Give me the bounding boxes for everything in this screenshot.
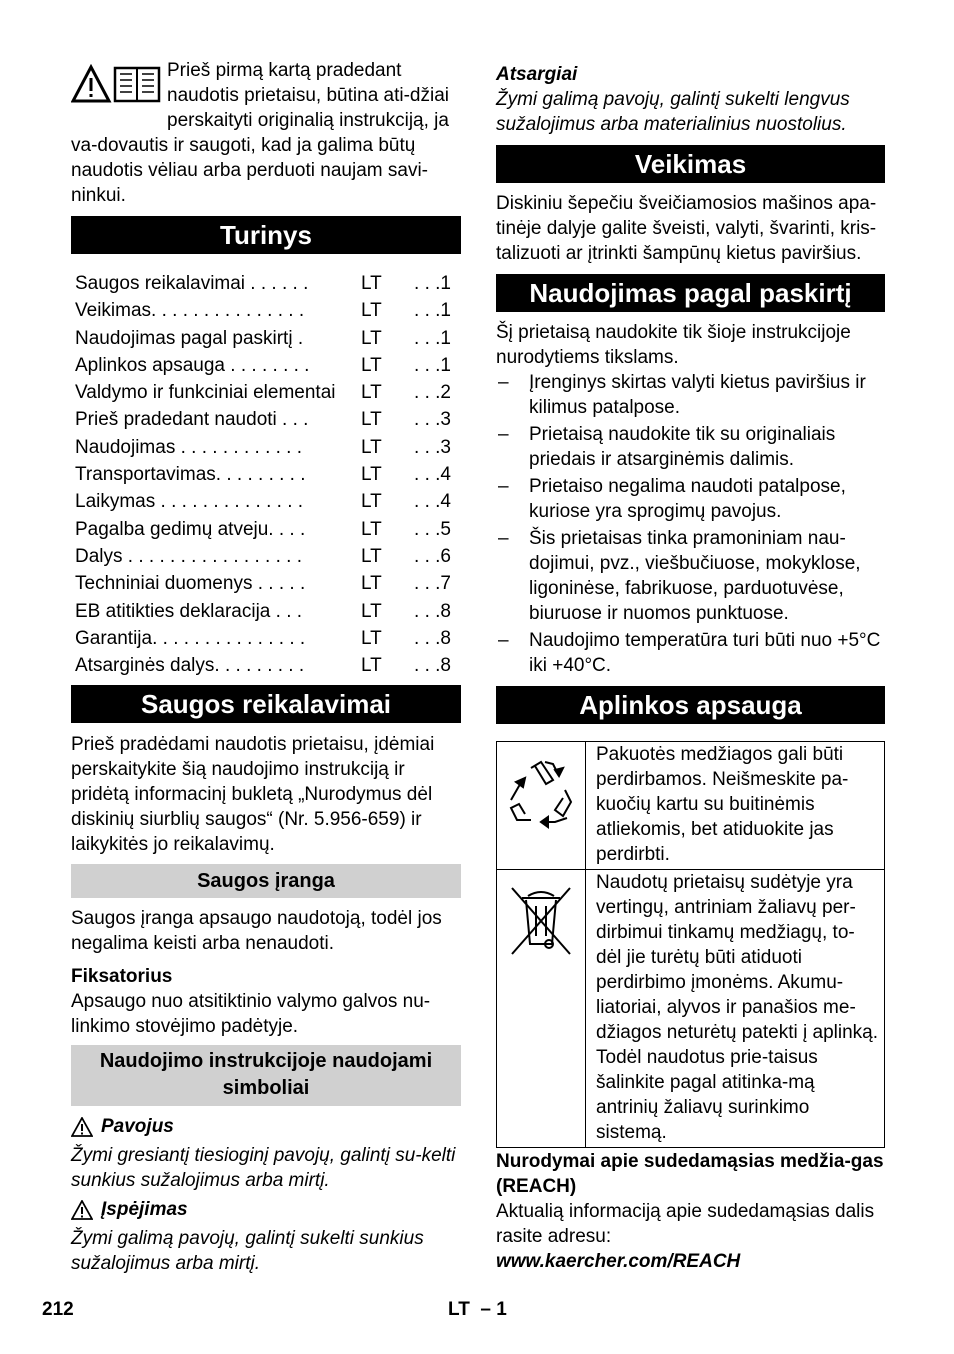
- symbols-heading: Naudojimo instrukcijoje naudojami simboliai: [71, 1045, 461, 1106]
- toc-entry-name: Laikymas . . . . . . . . . . . . . .: [75, 491, 304, 513]
- toc-entry-page: . . .5: [414, 518, 451, 540]
- toc-row[interactable]: [71, 516, 461, 543]
- environment-table: [496, 741, 885, 1148]
- toc-row[interactable]: [71, 352, 461, 379]
- warning-text: Žymi galimą pavojų, galintį sukelti sunkius sužalojimus arba mirtį.: [71, 1228, 424, 1275]
- list-item: [496, 370, 885, 420]
- toc-entry-lang: LT: [361, 545, 382, 567]
- toc-entry-page: . . .4: [414, 491, 451, 513]
- function-heading: Veikimas: [496, 145, 885, 183]
- intro-text: Prieš pirmą kartą pradedant naudotis prietaisu, būtina ati-džiai perskaityti originalią instrukciją, ja va-dovautis ir saugoti, kad ja galima būtų naudotis vėliau arba perduoti naujam savi-ninkui.: [71, 60, 450, 206]
- toc-entry-page: . . .1: [414, 273, 451, 294]
- toc-entry-lang: LT: [361, 354, 382, 376]
- page-number: 212: [42, 1299, 74, 1320]
- toc-row[interactable]: [71, 461, 461, 488]
- toc-entry-page: . . .4: [414, 464, 451, 486]
- lock-heading: Fiksatorius: [71, 966, 173, 988]
- environment-row: [497, 870, 885, 1148]
- toc-row[interactable]: [71, 570, 461, 597]
- reach-link[interactable]: www.kaercher.com/REACH: [496, 1251, 741, 1272]
- toc-table: [71, 270, 461, 679]
- toc-entry-lang: LT: [361, 409, 382, 431]
- list-item: [496, 422, 885, 472]
- toc-entry-name: Dalys . . . . . . . . . . . . . . . . .: [75, 545, 302, 567]
- function-text: Diskiniu šepečiu šveičiamosios mašinos apa-tinėje dalyje galite šveisti, valyti, švarinti, kris-talizuoti ar įtrinkti šampūnų kietus paviršius.: [496, 193, 877, 264]
- dash-marker: –: [498, 528, 509, 549]
- warning-title: Įspėjimas: [101, 1199, 188, 1221]
- list-item: [496, 628, 885, 678]
- toc-entry-lang: LT: [361, 273, 382, 294]
- toc-row[interactable]: [71, 297, 461, 324]
- toc-row[interactable]: [71, 406, 461, 433]
- toc-entry-name: Saugos reikalavimai . . . . . .: [75, 273, 309, 294]
- toc-entry-name: Techniniai duomenys . . . . .: [75, 573, 306, 595]
- toc-entry-name: Naudojimas pagal paskirtį .: [75, 327, 304, 349]
- toc-row[interactable]: [71, 434, 461, 461]
- toc-entry-page: . . .2: [414, 382, 451, 404]
- toc-entry-page: . . .6: [414, 545, 451, 567]
- list-item: [496, 526, 885, 626]
- dash-marker: –: [498, 476, 509, 497]
- intended-use-heading: Naudojimas pagal paskirtį: [496, 274, 885, 312]
- toc-entry-page: . . .3: [414, 409, 451, 431]
- list-item-text: Įrenginys skirtas valyti kietus paviršius ir kilimus patalpose.: [529, 372, 866, 418]
- environment-heading: Aplinkos apsauga: [496, 686, 885, 724]
- toc-entry-page: . . .3: [414, 436, 451, 458]
- toc-entry-page: . . .8: [414, 600, 451, 622]
- toc-entry-name: Pagalba gedimų atveju. . . .: [75, 518, 306, 540]
- safety-equipment-heading: Saugos įranga: [71, 864, 461, 898]
- recycle-icon: [501, 752, 581, 832]
- toc-entry-name: Prieš pradedant naudoti . . .: [75, 409, 309, 431]
- safety-text: Prieš pradėdami naudotis prietaisu, įdėmiai perskaitykite šią naudojimo instrukciją ir pridėtą informacinį bukletą „Nurodymus dėl diskinių siurblių saugos“ (Nr. 5.956-659) ir laikykitės jo reikalavimų.: [71, 734, 435, 856]
- toc-row[interactable]: [71, 325, 461, 352]
- dash-marker: –: [498, 424, 509, 445]
- toc-row[interactable]: [71, 379, 461, 406]
- danger-title: Pavojus: [101, 1116, 174, 1138]
- toc-entry-lang: LT: [361, 327, 382, 349]
- toc-entry-lang: LT: [361, 436, 382, 458]
- environment-row: [497, 742, 885, 870]
- dash-marker: –: [498, 630, 509, 651]
- manual-book-icon: [115, 68, 159, 101]
- lock-text: Apsaugo nuo atsitiktinio valymo galvos nu-linkimo stovėjimo padėtyje.: [71, 991, 431, 1038]
- list-item-text: Prietaiso negalima naudoti patalpose, kuriose yra sprogimų pavojus.: [529, 476, 846, 522]
- danger-text: Žymi gresiantį tiesioginį pavojų, galintį su-kelti sunkius sužalojimus arba mirtį.: [71, 1145, 456, 1192]
- list-item-text: Šis prietaisas tinka pramoniniam nau-dojimui, pvz., viešbučiuose, mokyklose, ligoninėse, fabrikuose, parduotuvėse, biuruose ir nuomos punktuose.: [529, 528, 861, 624]
- toc-row[interactable]: [71, 543, 461, 570]
- toc-entry-name: Garantija. . . . . . . . . . . . . . .: [75, 627, 306, 649]
- safety-heading: Saugos reikalavimai: [71, 685, 461, 723]
- toc-entry-lang: LT: [361, 627, 382, 649]
- toc-entry-page: . . .8: [414, 627, 451, 649]
- toc-entry-lang: LT: [361, 518, 382, 540]
- toc-row[interactable]: [71, 598, 461, 625]
- toc-entry-page: . . .8: [414, 655, 451, 677]
- warning-triangle-icon: [71, 1117, 93, 1137]
- dash-marker: –: [498, 372, 509, 393]
- danger-heading: [71, 1114, 461, 1139]
- bin-cell: [497, 870, 586, 1148]
- intended-use-list: [496, 370, 885, 678]
- toc-entry-page: . . .1: [414, 300, 451, 322]
- left-column: [71, 58, 461, 1276]
- list-item: [496, 474, 885, 524]
- toc-entry-lang: LT: [361, 491, 382, 513]
- caution-text: Žymi galimą pavojų, galintį sukelti lengvus sužalojimus arba materialinius nuostolius.: [496, 89, 850, 135]
- caution-title: Atsargiai: [496, 64, 578, 85]
- list-item-text: Naudojimo temperatūra turi būti nuo +5°C iki +40°C.: [529, 630, 881, 676]
- right-column: [496, 58, 885, 1274]
- intended-use-text: Šį prietaisą naudokite tik šioje instrukcijoje nurodytiems tikslams.: [496, 322, 851, 368]
- toc-entry-lang: LT: [361, 464, 382, 486]
- toc-entry-lang: LT: [361, 600, 382, 622]
- toc-entry-page: . . .1: [414, 354, 451, 376]
- toc-entry-page: . . .7: [414, 573, 451, 595]
- reach-text: Aktualią informaciją apie sudedamąsias dalis rasite adresu:: [496, 1201, 875, 1247]
- toc-entry-page: . . .1: [414, 327, 451, 349]
- intro-notice: [71, 58, 461, 210]
- intro-icons: [71, 64, 163, 112]
- toc-row[interactable]: [71, 625, 461, 652]
- toc-entry-lang: LT: [361, 655, 382, 677]
- toc-row[interactable]: [71, 488, 461, 515]
- recycle-cell: [497, 742, 586, 870]
- toc-entry-name: Veikimas. . . . . . . . . . . . . . .: [75, 300, 305, 322]
- reach-heading: Nurodymai apie sudedamąsias medžia-gas (REACH): [496, 1151, 884, 1197]
- toc-entry-name: Naudojimas . . . . . . . . . . . .: [75, 436, 303, 458]
- toc-entry-lang: LT: [361, 300, 382, 322]
- toc-entry-name: EB atitikties deklaracija . . .: [75, 600, 303, 622]
- toc-heading: Turinys: [71, 216, 461, 254]
- recycle-text: Pakuotės medžiagos gali būti perdirbamos. Neišmeskite pa-kuočių kartu su buitinėmis atliekomis, bet atiduokite jas perdirbti.: [586, 742, 885, 870]
- toc-row[interactable]: [71, 270, 461, 297]
- list-item-text: Prietaisą naudokite tik su originaliais priedais ir atsarginėmis dalimis.: [529, 424, 836, 470]
- safety-equipment-text: Saugos įranga apsaugo naudotoją, todėl jos negalima keisti arba nenaudoti.: [71, 908, 442, 955]
- toc-entry-lang: LT: [361, 382, 382, 404]
- warning-triangle-icon: [73, 67, 109, 101]
- toc-entry-lang: LT: [361, 573, 382, 595]
- warning-heading: [71, 1197, 461, 1222]
- toc-entry-name: Atsarginės dalys. . . . . . . . .: [75, 655, 305, 677]
- page-lang-label: LT – 1: [448, 1299, 507, 1320]
- warning-triangle-icon: [71, 1200, 93, 1220]
- toc-row[interactable]: [71, 652, 461, 679]
- toc-entry-name: Transportavimas. . . . . . . . .: [75, 464, 306, 486]
- toc-entry-name: Valdymo ir funkciniai elementai: [75, 382, 336, 404]
- crossed-bin-icon: [506, 882, 576, 958]
- bin-text: Naudotų prietaisų sudėtyje yra vertingų, antriniam žaliavų per-dirbimui tinkamų medžiagų, to-dėl jie turėtų būti atiduoti perdirbimo įmonėms. Akumu-liatoriai, alyvos ir panašios me-džiagos neturėtų patekti į aplinką. Todėl naudotus prie-taisus šalinkite pagal atitinka-mą antrinių žaliavų surinkimo sistemą.: [586, 870, 885, 1148]
- toc-entry-name: Aplinkos apsauga . . . . . . . .: [75, 354, 310, 376]
